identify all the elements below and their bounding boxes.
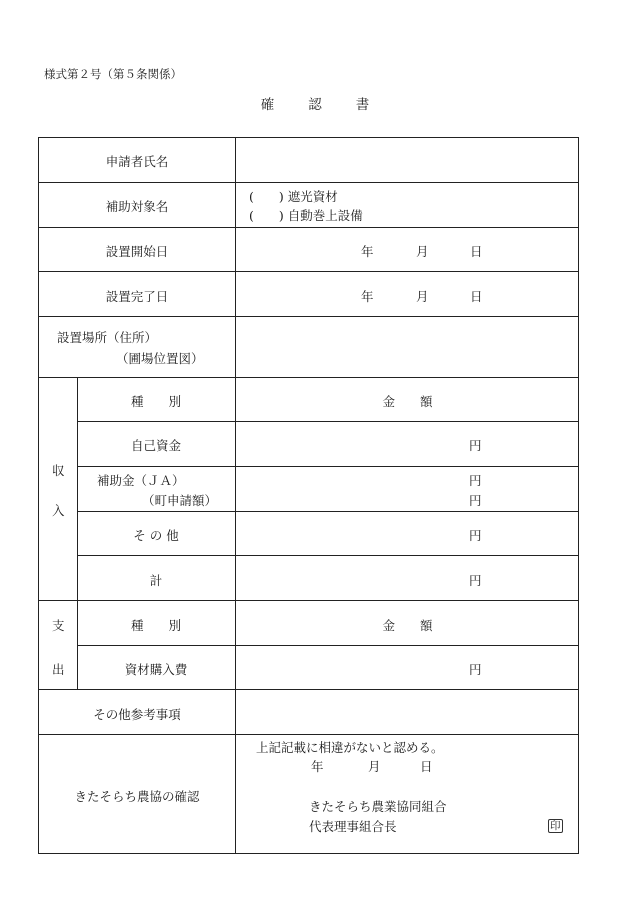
row-divider [77, 421, 579, 422]
subsidy-town-yen: 円 [469, 493, 482, 508]
other-income-yen: 円 [469, 528, 482, 543]
row-divider [39, 182, 579, 183]
title-char: 確 [260, 97, 275, 113]
expense-side-label-2: 出 [52, 662, 65, 677]
row-divider [39, 600, 579, 601]
subsidy-option-auto-roller[interactable]: ( ) 自動巻上設備 [249, 208, 363, 223]
other-notes-field[interactable] [236, 690, 579, 733]
row-divider [77, 511, 579, 512]
location-label-address: 設置場所（住所） [57, 330, 158, 345]
install-start-day: 日 [470, 244, 483, 259]
confirmation-form-table [38, 137, 579, 854]
seal-mark: 印 [550, 820, 561, 832]
column-divider [235, 138, 236, 854]
install-start-label: 設置開始日 [105, 244, 169, 259]
confirmation-day: 日 [420, 759, 433, 774]
cooperative-name: きたそらち農業協同組合 [309, 799, 447, 814]
subsidy-option-shading[interactable]: ( ) 遮光資材 [249, 189, 338, 204]
row-divider [39, 734, 579, 735]
location-label-field-map: （圃場位置図） [116, 351, 204, 366]
title-char: 認 [308, 97, 322, 113]
subsidy-ja-yen: 円 [469, 473, 482, 488]
income-side-label-2: 入 [52, 503, 65, 518]
location-field[interactable] [236, 317, 579, 376]
material-cost-yen: 円 [469, 662, 482, 677]
install-end-label: 設置完了日 [105, 289, 169, 304]
confirmation-label: きたそらち農協の確認 [74, 789, 200, 804]
income-total-yen: 円 [469, 573, 482, 588]
income-total-label: 計 [149, 573, 163, 588]
applicant-name-field[interactable] [236, 139, 579, 182]
confirmation-year: 年 [311, 759, 324, 774]
representative-title: 代表理事組合長 [309, 819, 397, 834]
income-side-label-1: 収 [52, 463, 65, 478]
install-start-month: 月 [416, 244, 429, 259]
install-start-year: 年 [361, 244, 374, 259]
row-divider [77, 555, 579, 556]
row-divider [39, 271, 579, 272]
subsidy-target-label: 補助対象名 [105, 199, 169, 214]
title-char: 書 [355, 97, 370, 113]
confirmation-statement: 上記記載に相違がないと認める。 [256, 740, 444, 755]
install-end-year: 年 [361, 289, 374, 304]
income-type-header: 種 別 [130, 394, 181, 409]
install-end-day: 日 [470, 289, 483, 304]
material-cost-label: 資材購入費 [124, 662, 188, 677]
income-amount-header: 金 額 [382, 394, 433, 409]
form-number: 様式第２号（第５条関係） [44, 67, 182, 81]
own-funds-yen: 円 [469, 438, 482, 453]
own-funds-label: 自己資金 [130, 438, 181, 453]
expense-amount-header: 金 額 [382, 618, 433, 633]
other-notes-label: その他参考事項 [93, 707, 181, 722]
confirmation-month: 月 [368, 759, 381, 774]
row-divider [39, 227, 579, 228]
install-end-month: 月 [416, 289, 429, 304]
expense-type-header: 種 別 [130, 618, 181, 633]
row-divider [39, 377, 579, 378]
subsidy-ja-label: 補助金（ＪＡ） [97, 473, 185, 488]
row-divider [77, 645, 579, 646]
other-income-label: そ の 他 [133, 528, 179, 543]
expense-side-label-1: 支 [52, 618, 65, 633]
row-divider [77, 466, 579, 467]
subsidy-town-label: （町申請額） [142, 493, 218, 508]
document-title [0, 93, 630, 113]
applicant-name-label: 申請者氏名 [105, 154, 169, 169]
